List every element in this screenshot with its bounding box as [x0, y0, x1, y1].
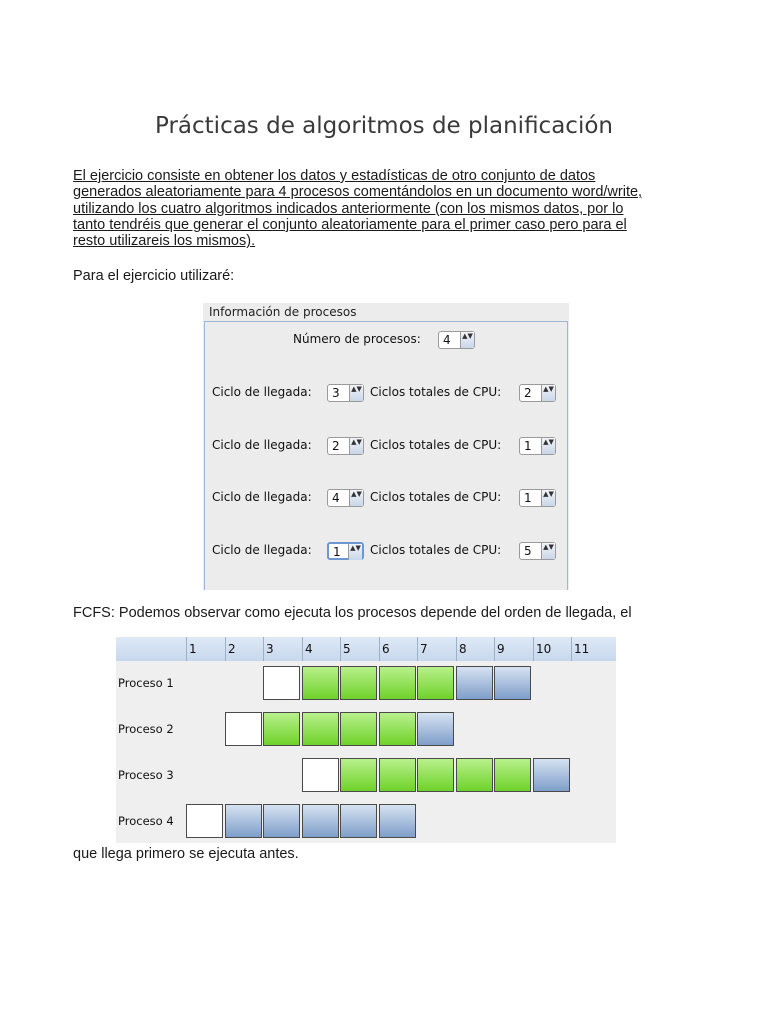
- spinner-arrows-icon[interactable]: ▲▼: [541, 385, 555, 401]
- gantt-cycle-label: 3: [266, 642, 274, 656]
- spinner-arrows-icon[interactable]: ▲▼: [348, 544, 362, 560]
- gantt-gridline: [533, 637, 534, 661]
- spinner-arrows-icon[interactable]: ▲▼: [349, 385, 363, 401]
- gantt-cell-wait: [302, 758, 339, 792]
- arrival-spinner-3[interactable]: [327, 489, 364, 507]
- gantt-cell-blue: [225, 804, 262, 838]
- num-processes-label: Número de procesos:: [293, 332, 421, 346]
- spinner-value: 2: [332, 439, 340, 453]
- spinner-arrows-icon[interactable]: ▲▼: [349, 438, 363, 454]
- gantt-cycle-label: 11: [574, 642, 590, 656]
- spinner-value: 4: [443, 333, 451, 347]
- cpu-spinner-2[interactable]: [519, 437, 556, 455]
- cpu-label: Ciclos totales de CPU:: [370, 385, 502, 399]
- gantt-cell-wait: [225, 712, 262, 746]
- arrival-spinner-2[interactable]: [327, 437, 364, 455]
- gantt-gridline: [571, 637, 572, 661]
- arrival-label: Ciclo de llegada:: [212, 543, 312, 557]
- arrival-label: Ciclo de llegada:: [212, 490, 312, 504]
- gantt-gridline: [456, 637, 457, 661]
- cpu-spinner-4[interactable]: [519, 542, 556, 560]
- spinner-value: 1: [524, 491, 532, 505]
- gantt-process-label: Proceso 4: [118, 814, 174, 828]
- fcfs-text: FCFS: Podemos observar como ejecuta los procesos depende del orden de llegada, el: [73, 605, 632, 621]
- cpu-label: Ciclos totales de CPU:: [370, 438, 502, 452]
- intro-line: utilizando los cuatro algoritmos indicados anteriormente (con los mismos datos, por lo: [73, 200, 624, 217]
- process-info-panel: [203, 303, 569, 590]
- gantt-gridline: [302, 637, 303, 661]
- gantt-cell-run: [417, 758, 454, 792]
- spinner-value: 1: [524, 439, 532, 453]
- cpu-label: Ciclos totales de CPU:: [370, 543, 502, 557]
- spinner-arrows-icon[interactable]: ▲▼: [541, 490, 555, 506]
- gantt-cycle-label: 6: [382, 642, 390, 656]
- gantt-process-label: Proceso 3: [118, 768, 174, 782]
- spinner-value: 1: [333, 545, 341, 559]
- spinner-value: 5: [524, 544, 532, 558]
- gantt-cycle-label: 10: [536, 642, 552, 656]
- arrival-spinner-4[interactable]: [327, 542, 364, 560]
- gantt-cycle-label: 9: [497, 642, 505, 656]
- cpu-spinner-3[interactable]: [519, 489, 556, 507]
- gantt-cell-run: [456, 758, 493, 792]
- fcfs-text-continued: que llega primero se ejecuta antes.: [73, 846, 299, 862]
- num-processes-spinner[interactable]: [438, 331, 475, 349]
- gantt-gridline: [186, 637, 187, 661]
- gantt-cell-run: [340, 712, 377, 746]
- gantt-cycle-label: 4: [305, 642, 313, 656]
- spinner-value: 3: [332, 386, 340, 400]
- gantt-cell-blue: [456, 666, 493, 700]
- intro-line: tanto tendréis que generar el conjunto aleatoriamente para el primer caso pero para el: [73, 216, 627, 233]
- gantt-cycle-label: 8: [459, 642, 467, 656]
- arrival-label: Ciclo de llegada:: [212, 438, 312, 452]
- gantt-cell-blue: [379, 804, 416, 838]
- gantt-cell-run: [379, 666, 416, 700]
- gantt-cell-run: [340, 666, 377, 700]
- cpu-spinner-1[interactable]: [519, 384, 556, 402]
- gantt-gridline: [494, 637, 495, 661]
- gantt-cycle-label: 5: [343, 642, 351, 656]
- spinner-arrows-icon[interactable]: ▲▼: [349, 490, 363, 506]
- gantt-cycle-label: 7: [420, 642, 428, 656]
- gantt-cell-run: [417, 666, 454, 700]
- arrival-spinner-1[interactable]: [327, 384, 364, 402]
- gantt-cell-run: [379, 758, 416, 792]
- gantt-gridline: [225, 637, 226, 661]
- exercise-intro-text: Para el ejercicio utilizaré:: [73, 268, 235, 284]
- gantt-cell-run: [494, 758, 531, 792]
- gantt-cell-wait: [186, 804, 223, 838]
- arrival-label: Ciclo de llegada:: [212, 385, 312, 399]
- gantt-process-label: Proceso 2: [118, 722, 174, 736]
- intro-line: El ejercicio consiste en obtener los datos y estadísticas de otro conjunto de datos: [73, 168, 596, 184]
- panel-title: Información de procesos: [209, 305, 357, 319]
- spinner-arrows-icon[interactable]: ▲▼: [541, 438, 555, 454]
- gantt-cell-blue: [263, 804, 300, 838]
- intro-line: generados aleatoriamente para 4 procesos comentándolos en un documento word/write,: [73, 184, 643, 201]
- gantt-cycle-label: 1: [189, 642, 197, 656]
- spinner-value: 4: [332, 491, 340, 505]
- gantt-gridline: [417, 637, 418, 661]
- gantt-cell-run: [379, 712, 416, 746]
- gantt-gridline: [340, 637, 341, 661]
- gantt-cell-wait: [263, 666, 300, 700]
- gantt-cell-run: [340, 758, 377, 792]
- gantt-gridline: [379, 637, 380, 661]
- gantt-gridline: [263, 637, 264, 661]
- gantt-cycle-label: 2: [228, 642, 236, 656]
- gantt-header: [116, 637, 616, 661]
- gantt-process-label: Proceso 1: [118, 676, 174, 690]
- spinner-value: 2: [524, 386, 532, 400]
- fcfs-gantt-chart: [116, 637, 616, 843]
- gantt-cell-blue: [533, 758, 570, 792]
- gantt-cell-run: [263, 712, 300, 746]
- intro-paragraph: [73, 168, 703, 249]
- spinner-arrows-icon[interactable]: ▲▼: [541, 543, 555, 559]
- cpu-label: Ciclos totales de CPU:: [370, 490, 502, 504]
- gantt-cell-blue: [494, 666, 531, 700]
- gantt-cell-run: [302, 712, 339, 746]
- gantt-cell-blue: [302, 804, 339, 838]
- gantt-cell-blue: [417, 712, 454, 746]
- spinner-arrows-icon[interactable]: ▲▼: [460, 332, 474, 348]
- document-title: Prácticas de algoritmos de planificación: [155, 113, 613, 139]
- gantt-cell-blue: [340, 804, 377, 838]
- intro-line: resto utilizareis los mismos).: [73, 233, 256, 250]
- gantt-cell-run: [302, 666, 339, 700]
